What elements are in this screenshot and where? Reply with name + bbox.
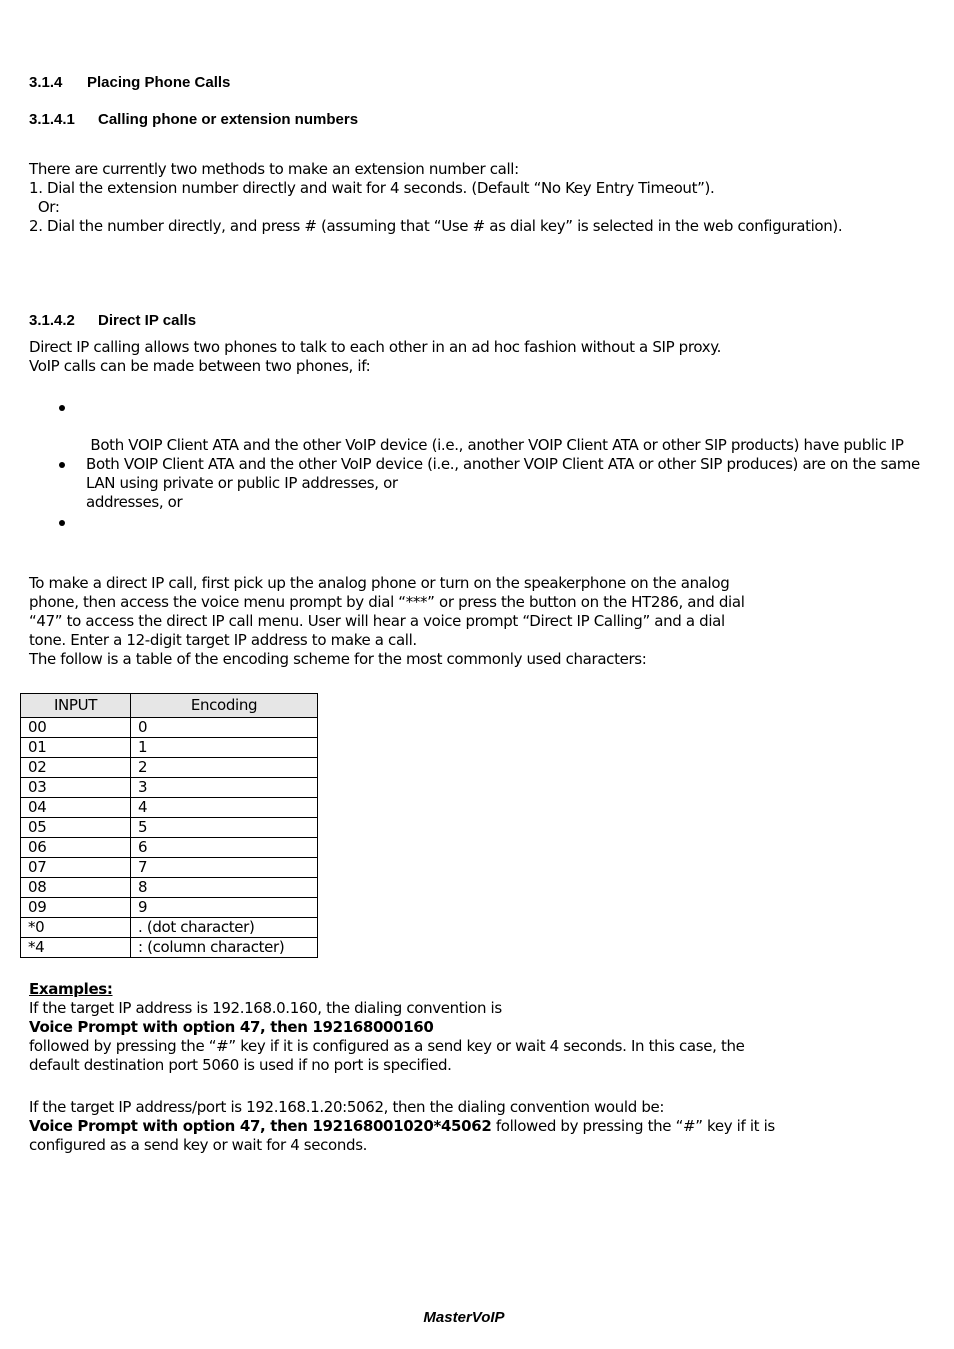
table-row — [21, 718, 318, 738]
column-header-input: INPUT — [21, 694, 131, 718]
text-line: Direct IP calling allows two phones to talk to each other in an ad hoc fashion without a SIP proxy. — [29, 338, 722, 356]
heading-3-1-4-1 — [29, 111, 358, 128]
heading-title: Calling phone or extension numbers — [98, 111, 359, 128]
text-line: Or: — [29, 198, 60, 216]
input-cell: 03 — [21, 778, 131, 798]
table-row — [21, 898, 318, 918]
table-row — [21, 838, 318, 858]
encoding-cell: 1 — [131, 738, 318, 758]
direct-ip-intro — [29, 338, 721, 376]
text-line: There are currently two methods to make an extension number call: — [29, 160, 519, 178]
input-cell: *4 — [21, 938, 131, 958]
input-cell: 00 — [21, 718, 131, 738]
table-row — [21, 818, 318, 838]
table-row — [21, 858, 318, 878]
encoding-table — [20, 693, 318, 958]
encoding-cell: 2 — [131, 758, 318, 778]
table-row — [21, 918, 318, 938]
table-header-row — [21, 694, 318, 718]
text-line: followed by pressing the “#” key if it is configured as a send key or wait 4 seconds. In this case, the — [29, 1037, 745, 1055]
example-dial-string: Voice Prompt with option 47, then 192168000160 — [29, 1018, 434, 1036]
input-cell: 07 — [21, 858, 131, 878]
heading-number: 3.1.4.1 — [29, 111, 75, 128]
text-line: “47” to access the direct IP call menu. User will hear a voice prompt “Direct IP Calling” and a dial — [29, 612, 725, 630]
text-line: If the target IP address/port is 192.168.1.20:5062, then the dialing convention would be: — [29, 1098, 665, 1116]
table-row — [21, 738, 318, 758]
heading-3-1-4 — [29, 74, 230, 91]
text-line: 2. Dial the number directly, and press # (assuming that “Use # as dial key” is selected in the web configuration). — [29, 217, 843, 235]
input-cell: 06 — [21, 838, 131, 858]
table-row — [21, 878, 318, 898]
input-cell: 05 — [21, 818, 131, 838]
input-cell: 09 — [21, 898, 131, 918]
bullet-icon — [59, 520, 65, 526]
text-line: To make a direct IP call, first pick up the analog phone or turn on the speakerphone on the analog — [29, 574, 730, 592]
examples-heading: Examples: — [29, 980, 113, 998]
bullet-line: LAN using private or public IP addresses, or — [86, 474, 398, 492]
examples-block — [29, 980, 745, 1075]
encoding-cell: 0 — [131, 718, 318, 738]
encoding-cell: 8 — [131, 878, 318, 898]
column-header-encoding: Encoding — [131, 694, 318, 718]
heading-title: Placing Phone Calls — [87, 74, 231, 91]
heading-number: 3.1.4 — [29, 74, 63, 91]
text-line: 1. Dial the extension number directly and wait for 4 seconds. (Default “No Key Entry Timeout”). — [29, 179, 715, 197]
text-line: configured as a send key or wait for 4 seconds. — [29, 1136, 368, 1154]
encoding-cell: 6 — [131, 838, 318, 858]
input-cell: 04 — [21, 798, 131, 818]
example-dial-string: Voice Prompt with option 47, then 192168001020*45062 — [29, 1117, 492, 1135]
heading-3-1-4-2 — [29, 312, 196, 329]
table-row — [21, 798, 318, 818]
bullet-line: addresses, or — [86, 493, 183, 511]
input-cell: *0 — [21, 918, 131, 938]
encoding-cell: 4 — [131, 798, 318, 818]
table-row — [21, 938, 318, 958]
bullet-line: Both VOIP Client ATA and the other VoIP device (i.e., another VOIP Client ATA or other SIP produces) are on the same — [86, 455, 920, 473]
extension-methods — [29, 160, 842, 236]
table-row — [21, 758, 318, 778]
encoding-cell: 9 — [131, 898, 318, 918]
encoding-cell: . (dot character) — [131, 918, 318, 938]
bullet-icon — [59, 462, 65, 468]
bullet-item-same-lan — [86, 455, 920, 493]
text-line: phone, then access the voice menu prompt by dial “***” or press the button on the HT286, and dial — [29, 593, 745, 611]
example-2-block — [29, 1098, 775, 1155]
text-span: followed by pressing the “#” key if it is — [491, 1117, 775, 1135]
direct-ip-instructions — [29, 574, 745, 669]
text-line: The follow is a table of the encoding scheme for the most commonly used characters: — [29, 650, 647, 668]
table-row — [21, 778, 318, 798]
input-cell: 08 — [21, 878, 131, 898]
encoding-cell: 5 — [131, 818, 318, 838]
encoding-cell: 7 — [131, 858, 318, 878]
bullet-icon — [59, 405, 65, 411]
input-cell: 01 — [21, 738, 131, 758]
text-line: default destination port 5060 is used if no port is specified. — [29, 1056, 452, 1074]
text-line: tone. Enter a 12-digit target IP address to make a call. — [29, 631, 417, 649]
text-line: VoIP calls can be made between two phones, if: — [29, 357, 371, 375]
text-line — [29, 1117, 775, 1136]
heading-number: 3.1.4.2 — [29, 312, 75, 329]
footer-brand: MasterVoIP — [423, 1309, 505, 1326]
heading-title: Direct IP calls — [98, 312, 197, 329]
text-line: If the target IP address is 192.168.0.160, the dialing convention is — [29, 999, 502, 1017]
bullet-line: Both VOIP Client ATA and the other VoIP device (i.e., another VOIP Client ATA or other SIP products) have public IP — [86, 436, 904, 454]
encoding-cell: : (column character) — [131, 938, 318, 958]
input-cell: 02 — [21, 758, 131, 778]
encoding-cell: 3 — [131, 778, 318, 798]
